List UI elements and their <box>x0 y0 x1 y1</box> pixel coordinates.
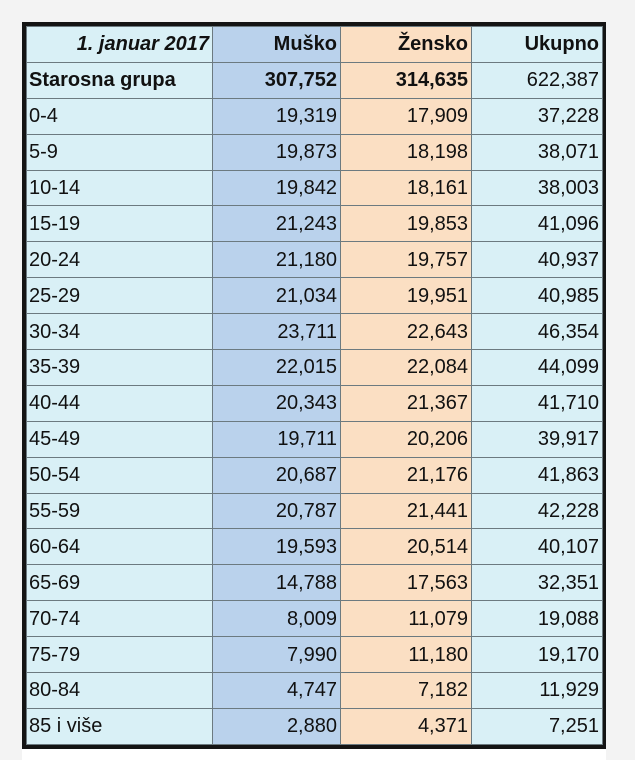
male-cell: 20,343 <box>213 385 341 421</box>
female-cell: 20,206 <box>341 421 472 457</box>
age-group-cell: 15-19 <box>27 206 213 242</box>
age-group-cell: 50-54 <box>27 457 213 493</box>
total-cell: 44,099 <box>472 350 603 386</box>
total-cell: 19,170 <box>472 637 603 673</box>
female-cell: 17,909 <box>341 98 472 134</box>
total-cell: 46,354 <box>472 314 603 350</box>
age-group-cell: 30-34 <box>27 314 213 350</box>
table-row <box>27 637 603 673</box>
male-cell: 21,180 <box>213 242 341 278</box>
population-table <box>26 26 603 745</box>
age-group-cell: 20-24 <box>27 242 213 278</box>
table-row <box>27 206 603 242</box>
age-group-cell: 35-39 <box>27 350 213 386</box>
female-cell: 18,161 <box>341 170 472 206</box>
total-cell: 41,710 <box>472 385 603 421</box>
total-cell: 7,251 <box>472 708 603 744</box>
table-frame <box>22 22 606 749</box>
total-cell: 38,003 <box>472 170 603 206</box>
table-row <box>27 242 603 278</box>
female-cell: 17,563 <box>341 565 472 601</box>
total-cell: 40,107 <box>472 529 603 565</box>
total-header: Ukupno <box>472 27 603 63</box>
female-header: Žensko <box>341 27 472 63</box>
age-group-cell: 40-44 <box>27 385 213 421</box>
total-cell: 41,863 <box>472 457 603 493</box>
totals-male: 307,752 <box>213 62 341 98</box>
table-row <box>27 673 603 709</box>
age-group-cell: 60-64 <box>27 529 213 565</box>
female-cell: 22,643 <box>341 314 472 350</box>
female-cell: 21,367 <box>341 385 472 421</box>
table-row <box>27 457 603 493</box>
bottom-strip <box>22 749 606 760</box>
age-group-cell: 55-59 <box>27 493 213 529</box>
male-cell: 19,319 <box>213 98 341 134</box>
table-row <box>27 134 603 170</box>
total-cell: 40,985 <box>472 278 603 314</box>
total-cell: 40,937 <box>472 242 603 278</box>
age-group-cell: 45-49 <box>27 421 213 457</box>
table-row <box>27 529 603 565</box>
table-body <box>27 27 603 745</box>
age-group-cell: 75-79 <box>27 637 213 673</box>
male-cell: 20,787 <box>213 493 341 529</box>
table-row <box>27 601 603 637</box>
total-cell: 38,071 <box>472 134 603 170</box>
female-cell: 11,079 <box>341 601 472 637</box>
totals-female: 314,635 <box>341 62 472 98</box>
total-cell: 37,228 <box>472 98 603 134</box>
age-group-cell: 80-84 <box>27 673 213 709</box>
total-cell: 32,351 <box>472 565 603 601</box>
header-row <box>27 27 603 63</box>
male-cell: 21,243 <box>213 206 341 242</box>
male-cell: 20,687 <box>213 457 341 493</box>
age-group-cell: 65-69 <box>27 565 213 601</box>
female-cell: 21,176 <box>341 457 472 493</box>
total-cell: 39,917 <box>472 421 603 457</box>
female-cell: 22,084 <box>341 350 472 386</box>
male-header: Muško <box>213 27 341 63</box>
age-group-cell: 5-9 <box>27 134 213 170</box>
total-cell: 42,228 <box>472 493 603 529</box>
table-row <box>27 421 603 457</box>
female-cell: 7,182 <box>341 673 472 709</box>
female-cell: 21,441 <box>341 493 472 529</box>
age-group-cell: 25-29 <box>27 278 213 314</box>
table-row <box>27 170 603 206</box>
table-row <box>27 278 603 314</box>
total-cell: 11,929 <box>472 673 603 709</box>
male-cell: 19,711 <box>213 421 341 457</box>
totals-label: Starosna grupa <box>27 62 213 98</box>
table-row <box>27 314 603 350</box>
age-group-cell: 70-74 <box>27 601 213 637</box>
total-cell: 41,096 <box>472 206 603 242</box>
male-cell: 23,711 <box>213 314 341 350</box>
table-row <box>27 98 603 134</box>
table-row <box>27 565 603 601</box>
total-cell: 19,088 <box>472 601 603 637</box>
table-row <box>27 385 603 421</box>
date-header: 1. januar 2017 <box>27 27 213 63</box>
male-cell: 7,990 <box>213 637 341 673</box>
male-cell: 8,009 <box>213 601 341 637</box>
male-cell: 2,880 <box>213 708 341 744</box>
male-cell: 19,842 <box>213 170 341 206</box>
female-cell: 19,853 <box>341 206 472 242</box>
male-cell: 19,873 <box>213 134 341 170</box>
male-cell: 22,015 <box>213 350 341 386</box>
male-cell: 19,593 <box>213 529 341 565</box>
age-group-cell: 0-4 <box>27 98 213 134</box>
female-cell: 11,180 <box>341 637 472 673</box>
female-cell: 20,514 <box>341 529 472 565</box>
male-cell: 4,747 <box>213 673 341 709</box>
female-cell: 19,951 <box>341 278 472 314</box>
female-cell: 4,371 <box>341 708 472 744</box>
totals-total: 622,387 <box>472 62 603 98</box>
female-cell: 18,198 <box>341 134 472 170</box>
age-group-cell: 10-14 <box>27 170 213 206</box>
age-group-cell: 85 i više <box>27 708 213 744</box>
table-row <box>27 708 603 744</box>
male-cell: 14,788 <box>213 565 341 601</box>
female-cell: 19,757 <box>341 242 472 278</box>
table-row <box>27 350 603 386</box>
totals-row <box>27 62 603 98</box>
table-row <box>27 493 603 529</box>
male-cell: 21,034 <box>213 278 341 314</box>
